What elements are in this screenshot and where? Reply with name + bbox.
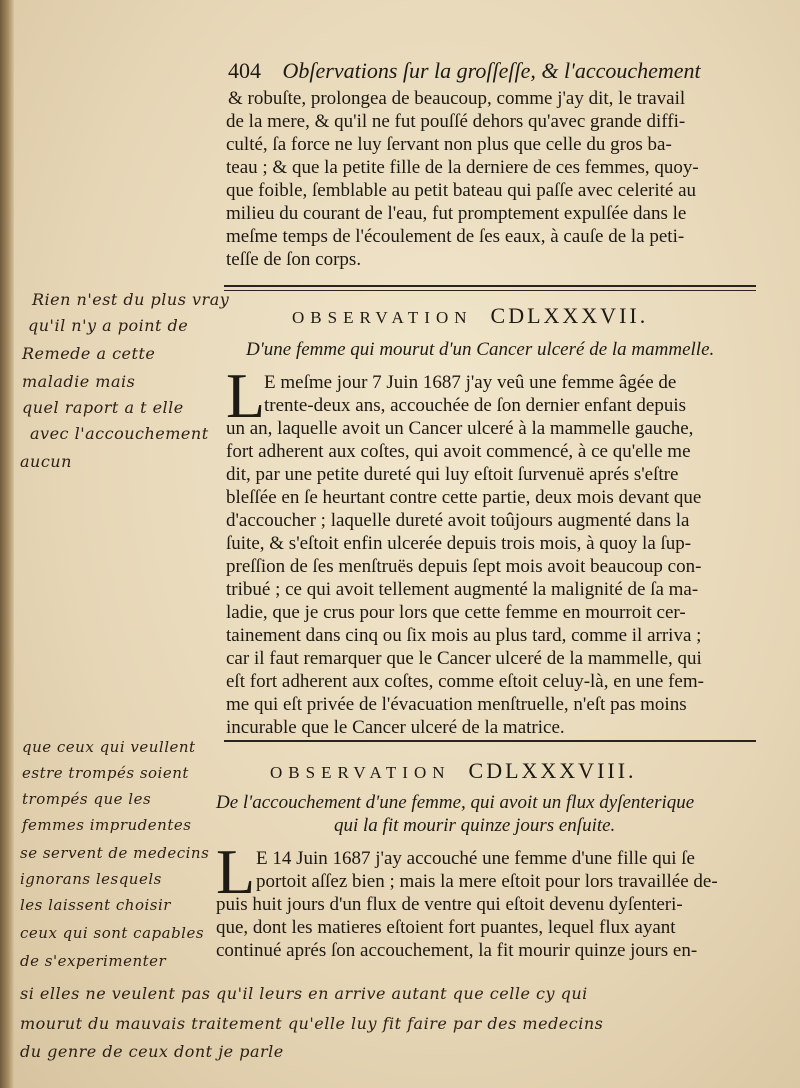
text-line: incurable que le Cancer ulceré de la matrice. [226, 717, 565, 738]
text-line: puis huit jours d'un flux de ventre qui eſtoit devenu dyſenteri- [216, 894, 683, 915]
handwritten-line: du genre de ceux dont je parle [20, 1042, 284, 1061]
observation-heading [292, 303, 648, 329]
text-line: portoit aſſez bien ; mais la mere eſtoit pour lors travaillée de- [256, 871, 718, 892]
handwritten-line: ceux qui sont capables [20, 924, 205, 942]
handwritten-line: quel raport a t elle [22, 398, 184, 417]
text-line: un an, laquelle avoit un Cancer ulceré à la mammelle gauche, [226, 418, 694, 439]
text-line: & robuſte, prolongea de beaucoup, comme j'ay dit, le travail [228, 88, 686, 109]
observation-subtitle: qui la fit mourir quinze jours enſuite. [334, 815, 616, 836]
handwritten-line: aucun [20, 452, 72, 471]
text-line: trente-deux ans, accouchée de ſon dernier enfant depuis [264, 395, 687, 416]
observation-label: OBSERVATION [292, 308, 473, 327]
observation-subtitle: De l'accouchement d'une femme, qui avoit un flux dyſenterique [216, 792, 695, 813]
handwritten-line: maladie mais [22, 372, 136, 391]
text-line: dit, par une petite dureté qui luy eſtoit ſurvenuë aprés s'eſtre [226, 464, 679, 485]
handwritten-line: si elles ne veulent pas qu'il leurs en arrive autant que celle cy qui [20, 984, 588, 1003]
observation-number: CDLXXXVIII. [468, 758, 637, 783]
handwritten-line: estre trompés soient [22, 764, 189, 782]
text-line: continué aprés ſon accouchement, la fit mourir quinze jours en- [216, 940, 698, 961]
observation-heading [270, 758, 637, 784]
text-line: eſt fort adherent aux coſtes, comme eſtoit celuy-là, en une fem- [226, 671, 704, 692]
text-line: bleſſée en ſe heurtant contre cette partie, deux mois devant que [226, 487, 702, 508]
text-line: ſuite, & s'eſtoit enfin ulcerée depuis trois mois, à quoy la ſup- [226, 533, 692, 554]
observation-number: CDLXXXVII. [490, 303, 649, 328]
text-line: E 14 Juin 1687 j'ay accouché une femme d'une fille qui ſe [256, 848, 695, 869]
text-line: ladie, que je crus pour lors que cette femme en mourroit cer- [226, 602, 686, 623]
running-head-title: Obſervations ſur la groſſeſſe, & l'accouchement [282, 58, 701, 83]
separator-rule [224, 290, 756, 291]
text-line: car il faut remarquer que le Cancer ulceré de la mammelle, qui [226, 648, 702, 669]
text-line: que, dont les matieres eſtoient fort puantes, lequel flux ayant [216, 917, 676, 938]
text-line: tainement dans cinq ou ſix mois au plus tard, comme il arriva ; [226, 625, 702, 646]
drop-cap: L [216, 836, 256, 907]
text-line: me qui eſt privée de l'évacuation menſtruelle, n'eſt pas moins [226, 694, 687, 715]
handwritten-line: ignorans lesquels [20, 870, 162, 888]
text-line: milieu du courant de l'eau, fut promptement expulſée dans le [226, 203, 687, 224]
separator-rule [224, 740, 756, 742]
text-line: tribué ; ce qui avoit tellement augmenté la malignité de ſa ma- [226, 579, 699, 600]
handwritten-line: Remede a cette [22, 344, 156, 363]
observation-label: OBSERVATION [270, 763, 451, 782]
handwritten-line: trompés que les [22, 790, 152, 808]
handwritten-line: femmes imprudentes [22, 816, 192, 834]
page-number: 404 [228, 58, 261, 83]
handwritten-line: mourut du mauvais traitement qu'elle luy fit faire par des medecins [20, 1014, 604, 1033]
running-head [228, 58, 788, 88]
drop-cap: L [226, 360, 266, 431]
text-line: E meſme jour 7 Juin 1687 j'ay veû une femme âgée de [264, 372, 677, 393]
handwritten-line: Rien n'est du plus vray [32, 290, 230, 309]
handwritten-line: que ceux qui veullent [22, 738, 196, 756]
text-line: fort adherent aux coſtes, qui avoit commencé, à ce qu'elle me [226, 441, 691, 462]
text-line: teau ; & que la petite fille de la derniere de ces femmes, quoy- [226, 157, 699, 178]
text-line: que foible, ſemblable au petit bateau qui paſſe avec celerité au [226, 180, 697, 201]
handwritten-line: avec l'accouchement [30, 424, 209, 443]
text-line: teſſe de ſon corps. [226, 249, 362, 270]
handwritten-line: les laissent choisir [20, 896, 171, 914]
text-line: d'accoucher ; laquelle dureté avoit toûjours augmenté dans la [226, 510, 690, 531]
observation-subtitle: D'une femme qui mourut d'un Cancer ulceré de la mammelle. [246, 339, 715, 360]
handwritten-line: qu'il n'y a point de [28, 316, 189, 335]
handwritten-line: se servent de medecins [20, 844, 210, 862]
text-line: meſme temps de l'écoulement de ſes eaux, à cauſe de la peti- [226, 226, 685, 247]
handwritten-line: de s'experimenter [20, 952, 167, 970]
text-line: culté, ſa force ne luy ſervant non plus que celle du gros ba- [226, 134, 672, 155]
text-line: preſſion de ſes menſtruës depuis ſept mois avoit beaucoup con- [226, 556, 702, 577]
text-line: de la mere, & qu'il ne fut pouſſé dehors qu'avec grande diffi- [226, 111, 686, 132]
separator-rule [224, 285, 756, 287]
